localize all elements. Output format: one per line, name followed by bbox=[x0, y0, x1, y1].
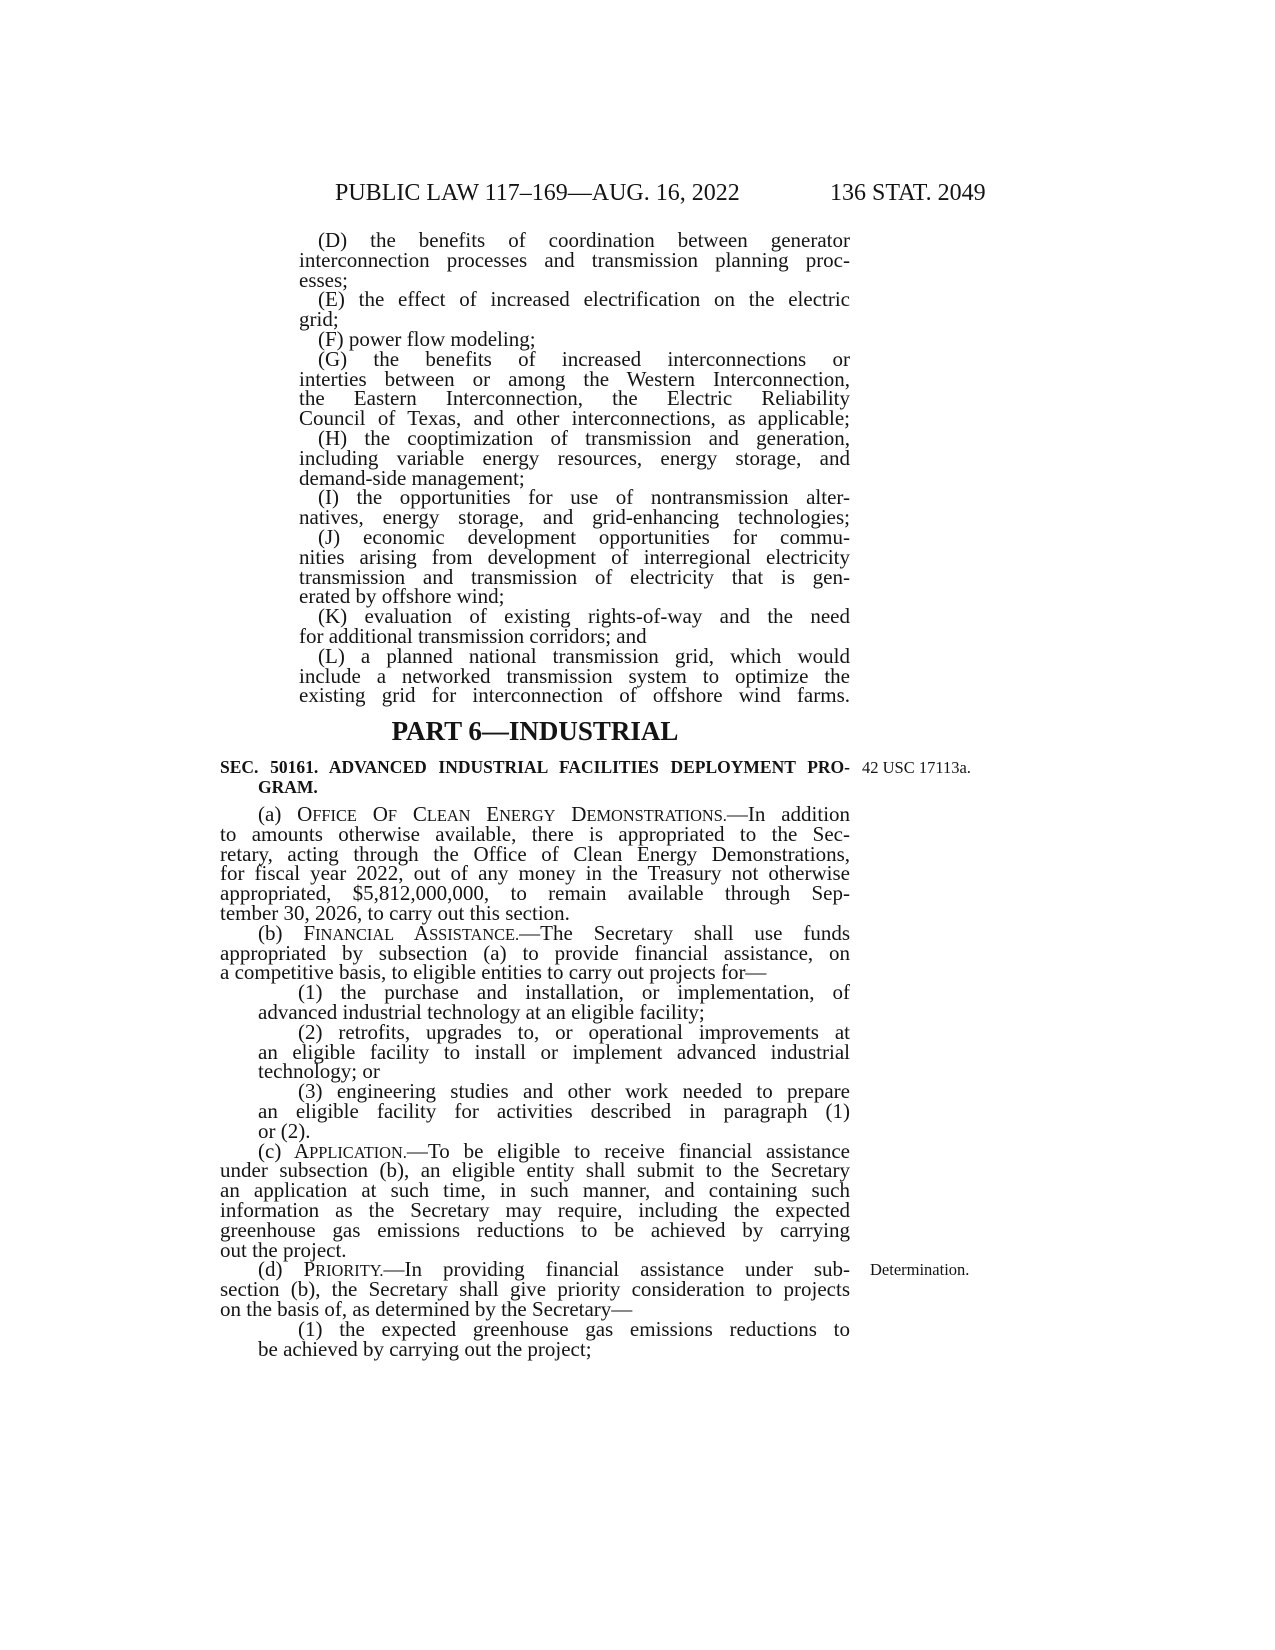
text-line: erated by offshore wind; bbox=[299, 584, 505, 609]
paragraph-1 bbox=[220, 980, 850, 1024]
small-caps-run: F bbox=[387, 806, 397, 825]
text-line: interconnection processes and transmission planning proc- bbox=[299, 247, 850, 272]
text-line: out the project. bbox=[220, 1237, 347, 1262]
paragraph-3 bbox=[220, 1079, 850, 1143]
subsection-heading: APPLICATION. bbox=[294, 1138, 407, 1163]
subsection-b bbox=[220, 920, 850, 1143]
running-header-title: PUBLIC LAW 117–169—AUG. 16, 2022 bbox=[335, 180, 740, 206]
subsection-label: (b) bbox=[258, 920, 283, 945]
text-line: esses; bbox=[299, 267, 348, 292]
text-line: on the basis of, as determined by the Secretary— bbox=[220, 1296, 633, 1321]
section-heading bbox=[220, 758, 850, 798]
small-caps-run: EMONSTRATIONS. bbox=[586, 806, 727, 825]
text-run: —The Secretary shall use funds bbox=[519, 920, 850, 945]
text-line: for additional transmission corridors; and bbox=[299, 623, 647, 648]
part-heading: PART 6—INDUSTRIAL bbox=[391, 716, 679, 746]
text-line: under subsection (b), an eligible entity shall submit to the Secretary bbox=[220, 1158, 850, 1183]
text-line: (K) evaluation of existing rights-of-way and the need bbox=[318, 604, 850, 629]
subsection-heading: PRIORITY. bbox=[303, 1257, 384, 1282]
text-line: nities arising from development of interregional electricity bbox=[299, 544, 850, 569]
small-caps-run: RIORITY. bbox=[315, 1261, 384, 1281]
text-line: (I) the opportunities for use of nontransmission alter- bbox=[318, 485, 850, 510]
text-line: to amounts otherwise available, there is appropriated to the Sec- bbox=[220, 821, 850, 846]
subparagraph-list bbox=[220, 228, 850, 708]
subparagraph-e bbox=[220, 287, 850, 332]
text-line: (E) the effect of increased electrification on the electric bbox=[318, 287, 850, 312]
subsection-c bbox=[220, 1138, 850, 1262]
subsection-a bbox=[220, 802, 851, 925]
margin-note-usc-citation: 42 USC 17113a. bbox=[862, 758, 971, 777]
text-line: (G) the benefits of increased interconnections or bbox=[318, 346, 850, 371]
subparagraph-d bbox=[220, 228, 850, 292]
text-line: existing grid for interconnection of offshore wind farms. bbox=[299, 683, 850, 708]
text-line: an eligible facility to install or implement advanced industrial bbox=[258, 1039, 850, 1064]
text-line: a competitive basis, to eligible entities to carry out projects for— bbox=[220, 960, 767, 985]
text-line: the Eastern Interconnection, the Electric Reliability bbox=[299, 386, 850, 411]
small-caps-run: SSISTANCE. bbox=[429, 924, 520, 944]
text-line: appropriated, $5,812,000,000, to remain available through Sep- bbox=[220, 881, 850, 906]
subparagraph-k bbox=[220, 604, 850, 648]
subsection-heading: FINANCIAL ASSISTANCE. bbox=[303, 920, 520, 945]
text-line: for fiscal year 2022, out of any money in the Treasury not otherwise bbox=[220, 861, 850, 886]
text-line: (1) the expected greenhouse gas emissions reductions to bbox=[298, 1316, 850, 1341]
text-line: tember 30, 2026, to carry out this section. bbox=[220, 900, 570, 925]
text-line: (J) economic development opportunities for commu- bbox=[318, 524, 850, 549]
text-line: (D) the benefits of coordination between generator bbox=[318, 228, 850, 252]
page-number: 136 STAT. 2049 bbox=[830, 180, 986, 206]
text-line: (3) engineering studies and other work needed to prepare bbox=[298, 1079, 850, 1104]
text-line: grid; bbox=[299, 307, 339, 332]
text-line: (2) retrofits, upgrades to, or operational improvements at bbox=[298, 1019, 850, 1044]
small-caps-run: LEAN bbox=[426, 806, 471, 825]
section-body bbox=[220, 802, 851, 1361]
text-line: be achieved by carrying out the project; bbox=[258, 1336, 592, 1361]
subparagraph-i bbox=[220, 485, 850, 530]
subsection-d bbox=[220, 1257, 850, 1361]
subsection-heading: OFFICE OF CLEAN ENERGY DEMONSTRATIONS. bbox=[297, 802, 727, 826]
section-heading-line: GRAM. bbox=[258, 776, 318, 797]
text-line: appropriated by subsection (a) to provide financial assistance, on bbox=[220, 940, 850, 965]
text-line: (H) the cooptimization of transmission and generation, bbox=[318, 425, 850, 450]
paragraph-1 bbox=[220, 1316, 850, 1361]
text-line: greenhouse gas emissions reductions to be achieved by carrying bbox=[220, 1217, 850, 1242]
text-line: an application at such time, in such manner, and containing such bbox=[220, 1178, 850, 1203]
text-line: natives, energy storage, and grid-enhancing technologies; bbox=[299, 505, 850, 530]
subsection-label: (a) bbox=[258, 802, 282, 826]
subparagraph-h bbox=[220, 425, 850, 490]
text-line: (F) power flow modeling; bbox=[318, 326, 536, 351]
text-line: advanced industrial technology at an eligible facility; bbox=[258, 999, 705, 1024]
small-caps-run: PPLICATION. bbox=[309, 1142, 407, 1162]
text-line: or (2). bbox=[258, 1118, 311, 1143]
text-line: (1) the purchase and installation, or implementation, of bbox=[298, 980, 850, 1005]
paragraph-2 bbox=[220, 1019, 850, 1084]
text-run: —In addition bbox=[726, 802, 851, 826]
text-run: —In providing financial assistance under sub- bbox=[383, 1257, 850, 1282]
subparagraph-j bbox=[220, 524, 850, 609]
text-line: an eligible facility for activities described in paragraph (1) bbox=[258, 1098, 850, 1123]
text-line: demand-side management; bbox=[299, 465, 525, 490]
text-line: include a networked transmission system to optimize the bbox=[299, 663, 850, 688]
margin-note-determination: Determination. bbox=[870, 1260, 970, 1280]
small-caps-run: FFICE bbox=[312, 806, 357, 825]
small-caps-run: NERGY bbox=[499, 806, 556, 825]
section-heading-line: SEC. 50161. ADVANCED INDUSTRIAL FACILITIES DEPLOYMENT PRO- bbox=[220, 757, 850, 777]
text-line: including variable energy resources, energy storage, and bbox=[299, 445, 850, 470]
small-caps-run: INANCIAL bbox=[315, 924, 395, 944]
subparagraph-g bbox=[220, 346, 850, 431]
text-line: retary, acting through the Office of Clean Energy Demonstrations, bbox=[220, 841, 850, 866]
text-line: information as the Secretary may require, including the expected bbox=[220, 1197, 850, 1222]
text-line: transmission and transmission of electricity that is gen- bbox=[299, 564, 850, 589]
subsection-label: (c) bbox=[258, 1138, 282, 1163]
text-line: interties between or among the Western Interconnection, bbox=[299, 366, 850, 391]
text-line: Council of Texas, and other interconnections, as applicable; bbox=[299, 406, 850, 431]
text-line: (L) a planned national transmission grid, which would bbox=[318, 643, 850, 668]
text-run: —To be eligible to receive financial assistance bbox=[406, 1138, 850, 1163]
subparagraph-l bbox=[220, 643, 850, 708]
text-line: section (b), the Secretary shall give priority consideration to projects bbox=[220, 1277, 850, 1302]
text-line: technology; or bbox=[258, 1059, 380, 1084]
subsection-label: (d) bbox=[258, 1257, 283, 1282]
